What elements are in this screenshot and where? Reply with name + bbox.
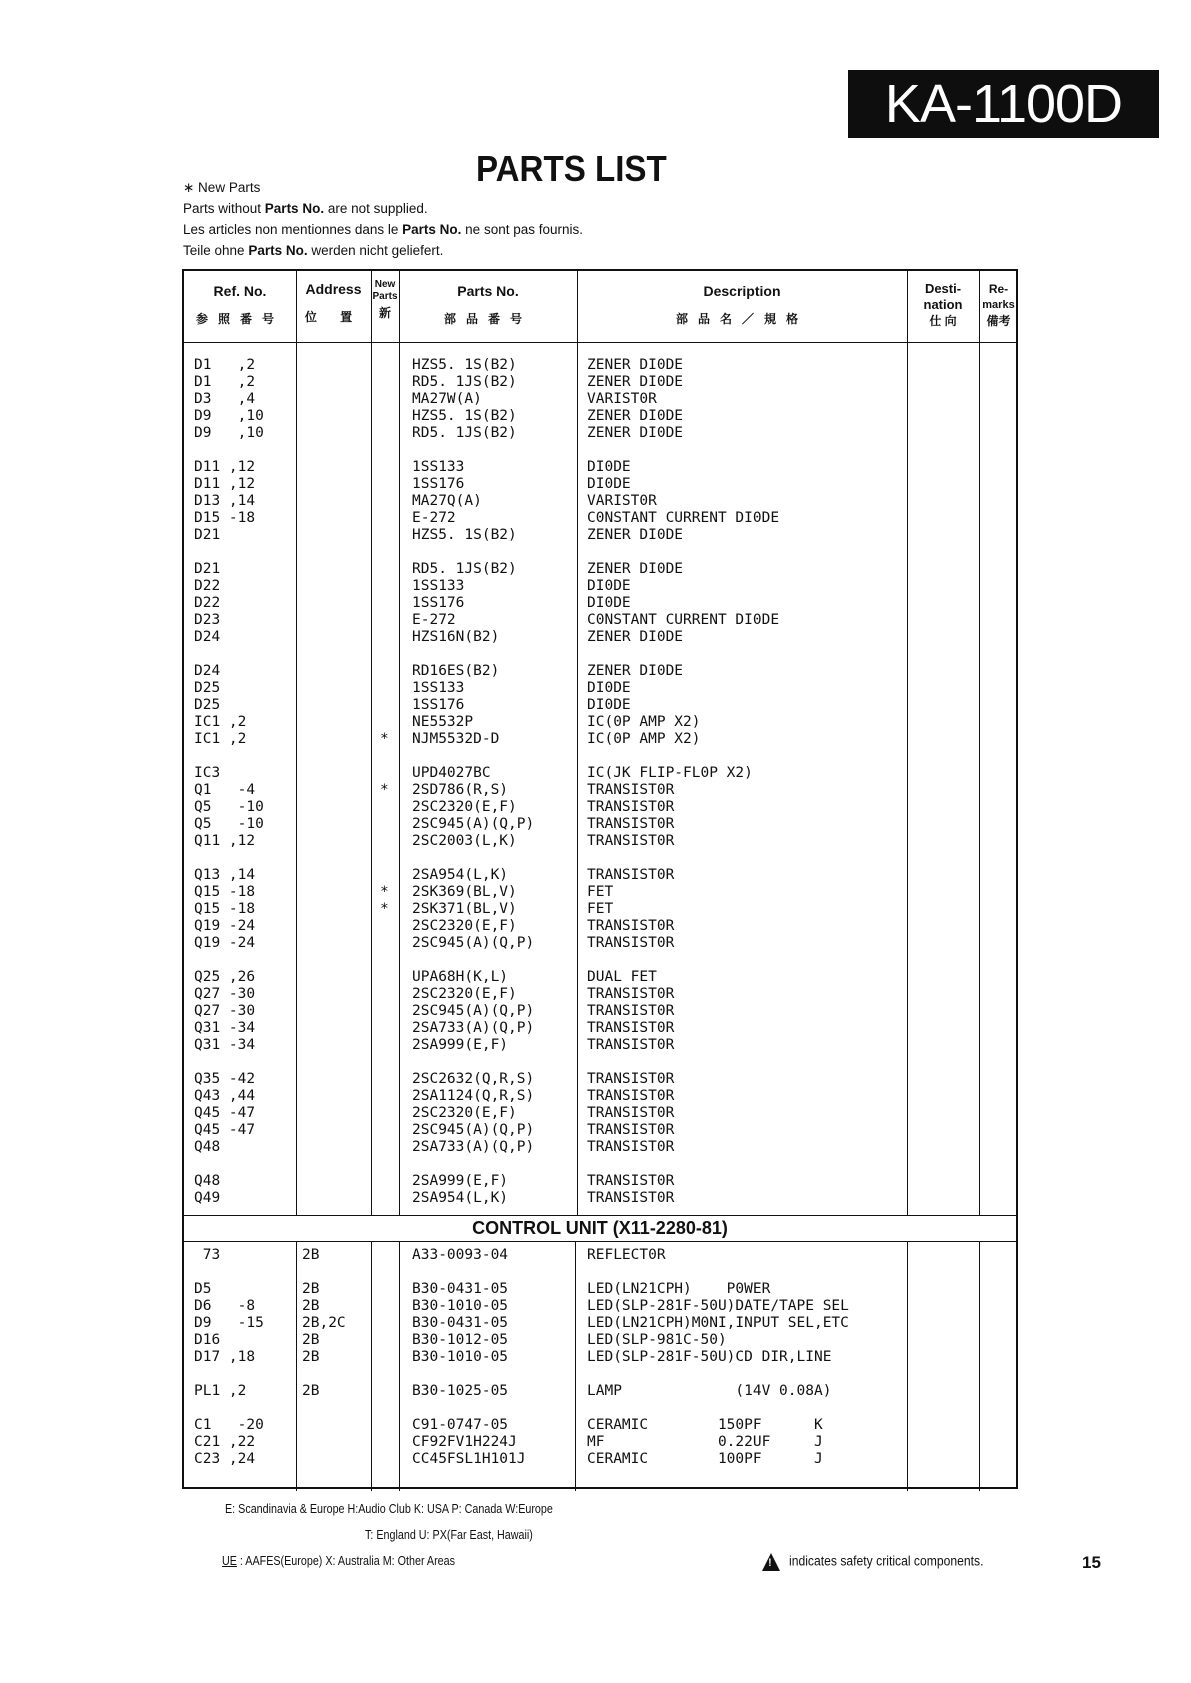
cell-partsno: HZS5. 1S(B2) xyxy=(412,527,517,543)
note-en xyxy=(183,198,583,219)
note-text: ne sont pas fournis. xyxy=(461,222,583,237)
cell-ref: C1 -20 xyxy=(194,1417,264,1433)
cell-ref: C21 ,22 xyxy=(194,1434,256,1450)
cell-partsno: UPD4027BC xyxy=(412,765,491,781)
cell-partsno: 2SC2320(E,F) xyxy=(412,1105,517,1121)
col-divider xyxy=(575,1241,576,1491)
cell-description: DI0DE xyxy=(587,578,631,594)
cell-description: DI0DE xyxy=(587,680,631,696)
cell-description: TRANSIST0R xyxy=(587,1037,675,1053)
header-description xyxy=(577,283,907,327)
note-text: Parts without xyxy=(183,201,265,216)
cell-description: DI0DE xyxy=(587,459,631,475)
header-new-ja: 新 xyxy=(378,306,391,320)
cell-partsno: 2SA954(L,K) xyxy=(412,867,509,883)
destination-legend-3 xyxy=(222,1554,455,1568)
legend-ue: UE xyxy=(222,1554,237,1568)
model-badge: KA-1100D xyxy=(848,70,1159,138)
cell-description: C0NSTANT CURRENT DI0DE xyxy=(587,510,780,526)
cell-description: LED(SLP-281F-50U)DATE/TAPE SEL xyxy=(587,1298,849,1314)
cell-partsno: HZS5. 1S(B2) xyxy=(412,408,517,424)
cell-partsno: 1SS133 xyxy=(412,578,465,594)
cell-partsno: NE5532P xyxy=(412,714,474,730)
cell-description: CERAMIC 150PF K xyxy=(587,1417,823,1433)
cell-ref: IC1 ,2 xyxy=(194,714,247,730)
cell-ref: Q35 -42 xyxy=(194,1071,256,1087)
header-rem-label: Re- xyxy=(988,282,1009,296)
col-divider xyxy=(979,1241,980,1491)
cell-ref: IC3 xyxy=(194,765,221,781)
cell-partsno: 2SA733(A)(Q,P) xyxy=(412,1020,535,1036)
cell-description: TRANSIST0R xyxy=(587,1173,675,1189)
cell-ref: 73 xyxy=(194,1247,221,1263)
cell-description: TRANSIST0R xyxy=(587,1088,675,1104)
cell-description: TRANSIST0R xyxy=(587,1071,675,1087)
header-new-label: New xyxy=(374,279,396,290)
col-divider xyxy=(979,271,980,1215)
cell-address: 2B xyxy=(302,1332,320,1348)
cell-ref: D11 ,12 xyxy=(194,459,256,475)
header-partsno-label: Parts No. xyxy=(457,283,519,299)
note-text: are not supplied. xyxy=(324,201,428,216)
header-rem-label2: marks xyxy=(982,299,1015,311)
cell-partsno: 2SK369(BL,V) xyxy=(412,884,517,900)
cell-partsno: HZS16N(B2) xyxy=(412,629,500,645)
cell-ref: D3 ,4 xyxy=(194,391,256,407)
cell-ref: IC1 ,2 xyxy=(194,731,247,747)
header-divider xyxy=(184,342,1016,343)
cell-ref: Q45 -47 xyxy=(194,1122,256,1138)
note-bold: Parts No. xyxy=(248,243,308,258)
header-partsno xyxy=(399,283,577,327)
cell-description: TRANSIST0R xyxy=(587,986,675,1002)
cell-partsno: 2SC2632(Q,R,S) xyxy=(412,1071,535,1087)
cell-ref: D11 ,12 xyxy=(194,476,256,492)
cell-ref: C23 ,24 xyxy=(194,1451,256,1467)
cell-description: TRANSIST0R xyxy=(587,1190,675,1206)
cell-partsno: 2SC945(A)(Q,P) xyxy=(412,1122,535,1138)
cell-description: DI0DE xyxy=(587,476,631,492)
cell-description: LED(LN21CPH) P0WER xyxy=(587,1281,771,1297)
cell-description: LED(LN21CPH)M0NI,INPUT SEL,ETC xyxy=(587,1315,849,1331)
cell-partsno: 1SS176 xyxy=(412,595,465,611)
cell-address: 2B,2C xyxy=(302,1315,346,1331)
cell-ref: Q43 ,44 xyxy=(194,1088,256,1104)
cell-description: TRANSIST0R xyxy=(587,1105,675,1121)
cell-ref: D25 xyxy=(194,680,221,696)
header-ref-ja: 参照番号 xyxy=(195,312,284,326)
header-dest-ja: 仕 向 xyxy=(929,314,957,328)
cell-description: LAMP (14V 0.08A) xyxy=(587,1383,832,1399)
cell-partsno: CC45FSL1H101J xyxy=(412,1451,526,1467)
header-ref-label: Ref. No. xyxy=(213,283,267,299)
cell-ref: D21 xyxy=(194,561,221,577)
cell-partsno: 2SC945(A)(Q,P) xyxy=(412,1003,535,1019)
cell-partsno: E-272 xyxy=(412,510,456,526)
note-bold: Parts No. xyxy=(264,201,325,216)
cell-description: LED(SLP-981C-50) xyxy=(587,1332,727,1348)
destination-legend-2: T: England U: PX(Far East, Hawaii) xyxy=(365,1528,533,1542)
cell-partsno: B30-1025-05 xyxy=(412,1383,509,1399)
col-divider xyxy=(907,271,908,1215)
cell-new: * xyxy=(380,782,389,798)
cell-description: ZENER DI0DE xyxy=(587,357,684,373)
cell-ref: Q15 -18 xyxy=(194,884,256,900)
header-destination xyxy=(907,281,979,329)
section-divider-bottom xyxy=(184,1241,1016,1242)
cell-ref: Q1 -4 xyxy=(194,782,256,798)
cell-description: FET xyxy=(587,901,614,917)
header-new-parts xyxy=(371,279,399,319)
note-bold: Parts No. xyxy=(402,222,462,237)
cell-partsno: RD16ES(B2) xyxy=(412,663,500,679)
cell-description: IC(0P AMP X2) xyxy=(587,714,701,730)
cell-partsno: B30-1010-05 xyxy=(412,1349,509,1365)
cell-ref: D24 xyxy=(194,663,221,679)
cell-partsno: 2SA999(E,F) xyxy=(412,1173,509,1189)
cell-ref: D1 ,2 xyxy=(194,374,256,390)
cell-partsno: 1SS133 xyxy=(412,459,465,475)
col-divider xyxy=(577,271,578,1215)
cell-partsno: CF92FV1H224J xyxy=(412,1434,517,1450)
cell-ref: D6 -8 xyxy=(194,1298,256,1314)
cell-partsno: A33-0093-04 xyxy=(412,1247,509,1263)
cell-ref: D25 xyxy=(194,697,221,713)
note-de xyxy=(183,240,583,261)
safety-note xyxy=(762,1553,983,1571)
cell-address: 2B xyxy=(302,1281,320,1297)
header-address xyxy=(296,281,371,325)
cell-ref: Q11 ,12 xyxy=(194,833,256,849)
cell-ref: Q19 -24 xyxy=(194,918,256,934)
destination-legend-1: E: Scandinavia & Europe H:Audio Club K: USA P: Canada W:Europe xyxy=(225,1502,553,1516)
cell-ref: D23 xyxy=(194,612,221,628)
header-partsno-ja: 部品番号 xyxy=(443,312,532,326)
cell-ref: Q13 ,14 xyxy=(194,867,256,883)
notes xyxy=(183,177,583,261)
cell-partsno: 1SS176 xyxy=(412,697,465,713)
cell-description: TRANSIST0R xyxy=(587,1020,675,1036)
cell-ref: D13 ,14 xyxy=(194,493,256,509)
cell-description: ZENER DI0DE xyxy=(587,408,684,424)
cell-description: VARIST0R xyxy=(587,391,657,407)
cell-description: TRANSIST0R xyxy=(587,816,675,832)
col-divider xyxy=(399,1241,400,1491)
cell-description: TRANSIST0R xyxy=(587,833,675,849)
cell-description: ZENER DI0DE xyxy=(587,527,684,543)
header-desc-label: Description xyxy=(703,283,781,299)
cell-description: TRANSIST0R xyxy=(587,1003,675,1019)
cell-partsno: RD5. 1JS(B2) xyxy=(412,374,517,390)
safety-text: indicates safety critical components. xyxy=(789,1553,984,1569)
cell-partsno: 2SA954(L,K) xyxy=(412,1190,509,1206)
cell-ref: D9 ,10 xyxy=(194,408,264,424)
cell-description: DI0DE xyxy=(587,595,631,611)
cell-ref: Q48 xyxy=(194,1139,221,1155)
cell-ref: D22 xyxy=(194,578,221,594)
col-divider xyxy=(907,1241,908,1491)
cell-description: ZENER DI0DE xyxy=(587,374,684,390)
cell-partsno: 2SK371(BL,V) xyxy=(412,901,517,917)
cell-ref: Q15 -18 xyxy=(194,901,256,917)
cell-description: TRANSIST0R xyxy=(587,799,675,815)
cell-partsno: C91-0747-05 xyxy=(412,1417,509,1433)
cell-partsno: MA27Q(A) xyxy=(412,493,482,509)
page-title: PARTS LIST xyxy=(476,148,667,189)
cell-partsno: E-272 xyxy=(412,612,456,628)
note-text: Teile ohne xyxy=(183,243,249,258)
cell-ref: D9 ,10 xyxy=(194,425,264,441)
col-divider xyxy=(296,271,297,1215)
cell-ref: D5 xyxy=(194,1281,212,1297)
cell-partsno: B30-1012-05 xyxy=(412,1332,509,1348)
parts-table xyxy=(182,269,1018,1489)
cell-ref: Q5 -10 xyxy=(194,799,264,815)
cell-description: VARIST0R xyxy=(587,493,657,509)
cell-ref: Q45 -47 xyxy=(194,1105,256,1121)
cell-partsno: NJM5532D-D xyxy=(412,731,500,747)
cell-description: MF 0.22UF J xyxy=(587,1434,823,1450)
cell-partsno: RD5. 1JS(B2) xyxy=(412,561,517,577)
cell-description: FET xyxy=(587,884,614,900)
note-fr xyxy=(183,219,583,240)
col-divider xyxy=(371,1241,372,1491)
cell-ref: Q27 -30 xyxy=(194,1003,256,1019)
header-dest-label2: nation xyxy=(923,297,963,312)
cell-ref: D24 xyxy=(194,629,221,645)
cell-description: ZENER DI0DE xyxy=(587,629,684,645)
cell-description: IC(0P AMP X2) xyxy=(587,731,701,747)
cell-ref: D17 ,18 xyxy=(194,1349,256,1365)
header-parts-label: Parts xyxy=(372,291,398,302)
cell-description: TRANSIST0R xyxy=(587,782,675,798)
cell-ref: Q49 xyxy=(194,1190,221,1206)
cell-ref: Q19 -24 xyxy=(194,935,256,951)
cell-description: ZENER DI0DE xyxy=(587,561,684,577)
cell-ref: Q25 ,26 xyxy=(194,969,256,985)
cell-description: TRANSIST0R xyxy=(587,935,675,951)
cell-partsno: MA27W(A) xyxy=(412,391,482,407)
cell-partsno: 2SC2320(E,F) xyxy=(412,799,517,815)
cell-description: ZENER DI0DE xyxy=(587,425,684,441)
cell-partsno: 1SS133 xyxy=(412,680,465,696)
cell-ref: D16 xyxy=(194,1332,221,1348)
note-text: Les articles non mentionnes dans le xyxy=(183,222,403,237)
cell-description: TRANSIST0R xyxy=(587,918,675,934)
header-desc-ja: 部品名／規格 xyxy=(675,312,808,326)
cell-new: * xyxy=(380,901,389,917)
cell-partsno: UPA68H(K,L) xyxy=(412,969,509,985)
cell-partsno: 2SD786(R,S) xyxy=(412,782,509,798)
cell-address: 2B xyxy=(302,1349,320,1365)
col-divider xyxy=(399,271,400,1215)
cell-partsno: 2SA999(E,F) xyxy=(412,1037,509,1053)
cell-new: * xyxy=(380,731,389,747)
legend-text: : AAFES(Europe) X: Australia M: Other Areas xyxy=(236,1554,456,1568)
cell-address: 2B xyxy=(302,1383,320,1399)
cell-partsno: 1SS176 xyxy=(412,476,465,492)
header-dest-label: Desti- xyxy=(924,281,962,296)
header-rem-ja: 備考 xyxy=(986,314,1011,328)
cell-ref: D22 xyxy=(194,595,221,611)
cell-description: IC(JK FLIP-FL0P X2) xyxy=(587,765,753,781)
cell-description: TRANSIST0R xyxy=(587,1122,675,1138)
cell-description: DI0DE xyxy=(587,697,631,713)
page-number: 15 xyxy=(1082,1553,1101,1572)
cell-ref: Q5 -10 xyxy=(194,816,264,832)
new-parts-note: ∗ New Parts xyxy=(183,180,261,195)
cell-description: C0NSTANT CURRENT DI0DE xyxy=(587,612,780,628)
cell-description: ZENER DI0DE xyxy=(587,663,684,679)
cell-partsno: 2SA733(A)(Q,P) xyxy=(412,1139,535,1155)
cell-description: TRANSIST0R xyxy=(587,1139,675,1155)
header-address-label: Address xyxy=(305,281,362,297)
cell-description: TRANSIST0R xyxy=(587,867,675,883)
cell-partsno: B30-1010-05 xyxy=(412,1298,509,1314)
cell-partsno: B30-0431-05 xyxy=(412,1315,509,1331)
cell-ref: Q48 xyxy=(194,1173,221,1189)
cell-partsno: 2SC2320(E,F) xyxy=(412,918,517,934)
cell-description: DUAL FET xyxy=(587,969,657,985)
col-divider xyxy=(371,271,372,1215)
cell-partsno: 2SC945(A)(Q,P) xyxy=(412,935,535,951)
cell-ref: Q31 -34 xyxy=(194,1037,256,1053)
cell-partsno: B30-0431-05 xyxy=(412,1281,509,1297)
header-remarks xyxy=(979,281,1018,329)
cell-address: 2B xyxy=(302,1298,320,1314)
cell-new: * xyxy=(380,884,389,900)
cell-ref: D9 -15 xyxy=(194,1315,264,1331)
cell-address: 2B xyxy=(302,1247,320,1263)
cell-ref: D21 xyxy=(194,527,221,543)
cell-description: LED(SLP-281F-50U)CD DIR,LINE xyxy=(587,1349,832,1365)
col-divider xyxy=(296,1241,297,1491)
cell-ref: PL1 ,2 xyxy=(194,1383,247,1399)
section-title: CONTROL UNIT (X11-2280-81) xyxy=(472,1218,728,1238)
cell-partsno: 2SC2320(E,F) xyxy=(412,986,517,1002)
warning-triangle-icon xyxy=(762,1553,780,1571)
cell-partsno: 2SC2003(L,K) xyxy=(412,833,517,849)
note-text: werden nicht geliefert. xyxy=(307,243,444,258)
cell-ref: D15 -18 xyxy=(194,510,256,526)
cell-partsno: 2SC945(A)(Q,P) xyxy=(412,816,535,832)
cell-description: CERAMIC 100PF J xyxy=(587,1451,823,1467)
cell-ref: Q27 -30 xyxy=(194,986,256,1002)
cell-ref: D1 ,2 xyxy=(194,357,256,373)
header-address-ja: 位 置 xyxy=(304,310,363,324)
cell-description: REFLECT0R xyxy=(587,1247,666,1263)
cell-partsno: HZS5. 1S(B2) xyxy=(412,357,517,373)
cell-ref: Q31 -34 xyxy=(194,1020,256,1036)
cell-partsno: RD5. 1JS(B2) xyxy=(412,425,517,441)
cell-partsno: 2SA1124(Q,R,S) xyxy=(412,1088,535,1104)
header-ref xyxy=(184,283,296,327)
